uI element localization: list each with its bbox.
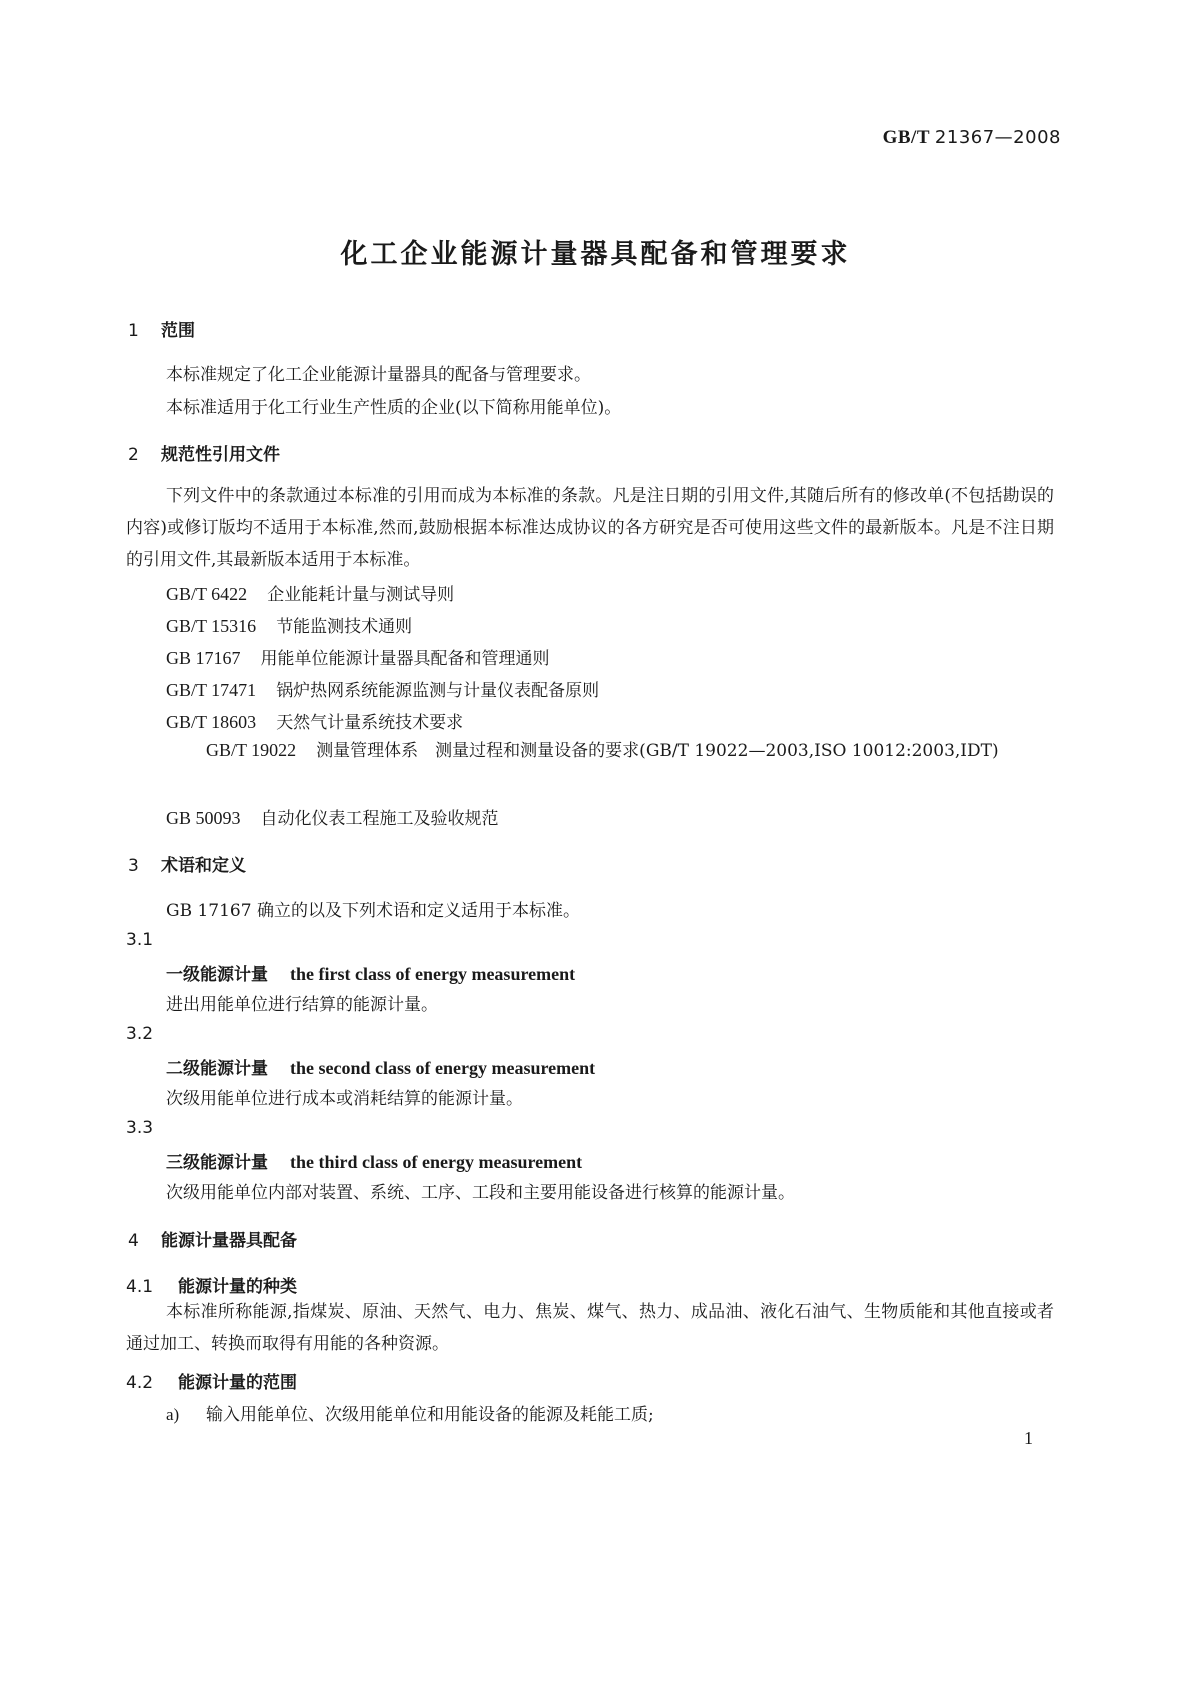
- reference-code: GB/T 19022: [206, 740, 297, 760]
- reference-item: [166, 612, 412, 637]
- clause-number: 3.3: [126, 1118, 154, 1138]
- standard-prefix: GB/T: [882, 127, 930, 148]
- section-1-paragraph-1: 本标准规定了化工企业能源计量器具的配备与管理要求。: [166, 365, 591, 385]
- subsection-title: 能源计量的种类: [178, 1277, 297, 1297]
- reference-item: [166, 708, 463, 733]
- section-2-intro: 下列文件中的条款通过本标准的引用而成为本标准的条款。凡是注日期的引用文件,其随后所有的修改单(不包括勘误的内容)或修订版均不适用于本标准,然而,鼓励根据本标准达成协议的各方研究是否可使用这些文件的最新版本。凡是不注日期的引用文件,其最新版本适用于本标准。: [126, 486, 1054, 570]
- section-title: 术语和定义: [161, 856, 246, 876]
- reference-item: [166, 644, 550, 669]
- reference-item: [166, 580, 454, 605]
- list-marker: a): [166, 1405, 180, 1424]
- section-3-heading: [128, 851, 246, 876]
- term-definition: 次级用能单位进行成本或消耗结算的能源计量。: [166, 1089, 523, 1109]
- reference-code: GB/T 15316: [166, 616, 257, 636]
- reference-code: GB 50093: [166, 808, 241, 828]
- section-number: 4: [128, 1231, 139, 1251]
- section-4-heading: [128, 1226, 297, 1251]
- section-3-intro: GB 17167 确立的以及下列术语和定义适用于本标准。: [166, 901, 580, 921]
- section-number: 3: [128, 856, 139, 876]
- subsection-number: 4.1: [126, 1277, 154, 1297]
- standard-code: [883, 127, 1061, 149]
- term-chinese: 二级能源计量: [166, 1059, 268, 1079]
- section-title: 范围: [161, 321, 195, 341]
- reference-title: 用能单位能源计量器具配备和管理通则: [260, 649, 550, 669]
- reference-title: 锅炉热网系统能源监测与计量仪表配备原则: [276, 681, 600, 701]
- term-english: the third class of energy measurement: [290, 1152, 583, 1172]
- clause-number: 3.1: [126, 930, 154, 950]
- section-number: 1: [128, 321, 139, 341]
- term-definition: 次级用能单位内部对装置、系统、工序、工段和主要用能设备进行核算的能源计量。: [166, 1183, 795, 1203]
- reference-code: GB 17167: [166, 648, 241, 668]
- reference-title: 自动化仪表工程施工及验收规范: [260, 809, 499, 829]
- subsection-title: 能源计量的范围: [178, 1373, 297, 1393]
- term-heading: [166, 1054, 595, 1079]
- reference-code: GB/T 17471: [166, 680, 257, 700]
- section-1-heading: [128, 316, 195, 341]
- standard-number: 21367—2008: [934, 127, 1061, 148]
- subsection-4-1-text: 本标准所称能源,指煤炭、原油、天然气、电力、焦炭、煤气、热力、成品油、液化石油气、生物质能和其他直接或者通过加工、转换而取得有用能的各种资源。: [126, 1302, 1054, 1354]
- page-number: 1: [1024, 1428, 1033, 1448]
- list-item: [166, 1400, 654, 1425]
- reference-title: 企业能耗计量与测试导则: [267, 585, 455, 605]
- section-title: 规范性引用文件: [161, 445, 280, 465]
- term-english: the first class of energy measurement: [290, 964, 576, 984]
- reference-item: [166, 676, 599, 701]
- clause-number: 3.2: [126, 1024, 154, 1044]
- subsection-4-2-heading: [126, 1368, 297, 1393]
- reference-title: 测量管理体系 测量过程和测量设备的要求(GB/T 19022—2003,ISO 10012:2003,IDT): [316, 741, 999, 761]
- term-heading: [166, 960, 575, 985]
- term-chinese: 三级能源计量: [166, 1153, 268, 1173]
- term-definition: 进出用能单位进行结算的能源计量。: [166, 995, 438, 1015]
- subsection-number: 4.2: [126, 1373, 154, 1393]
- list-item-text: 输入用能单位、次级用能单位和用能设备的能源及耗能工质;: [206, 1405, 654, 1425]
- term-english: the second class of energy measurement: [290, 1058, 596, 1078]
- reference-code: GB/T 6422: [166, 584, 248, 604]
- document-title: 化工企业能源计量器具配备和管理要求: [340, 239, 851, 270]
- reference-title: 天然气计量系统技术要求: [276, 713, 464, 733]
- reference-title: 节能监测技术通则: [276, 617, 413, 637]
- reference-item: [166, 804, 499, 829]
- section-2-heading: [128, 440, 280, 465]
- subsection-4-1-heading: [126, 1272, 297, 1297]
- section-1-paragraph-2: 本标准适用于化工行业生产性质的企业(以下简称用能单位)。: [166, 398, 622, 418]
- reference-item: [126, 734, 1054, 767]
- reference-code: GB/T 18603: [166, 712, 257, 732]
- term-chinese: 一级能源计量: [166, 965, 268, 985]
- section-number: 2: [128, 445, 139, 465]
- section-title: 能源计量器具配备: [161, 1231, 297, 1251]
- term-heading: [166, 1148, 582, 1173]
